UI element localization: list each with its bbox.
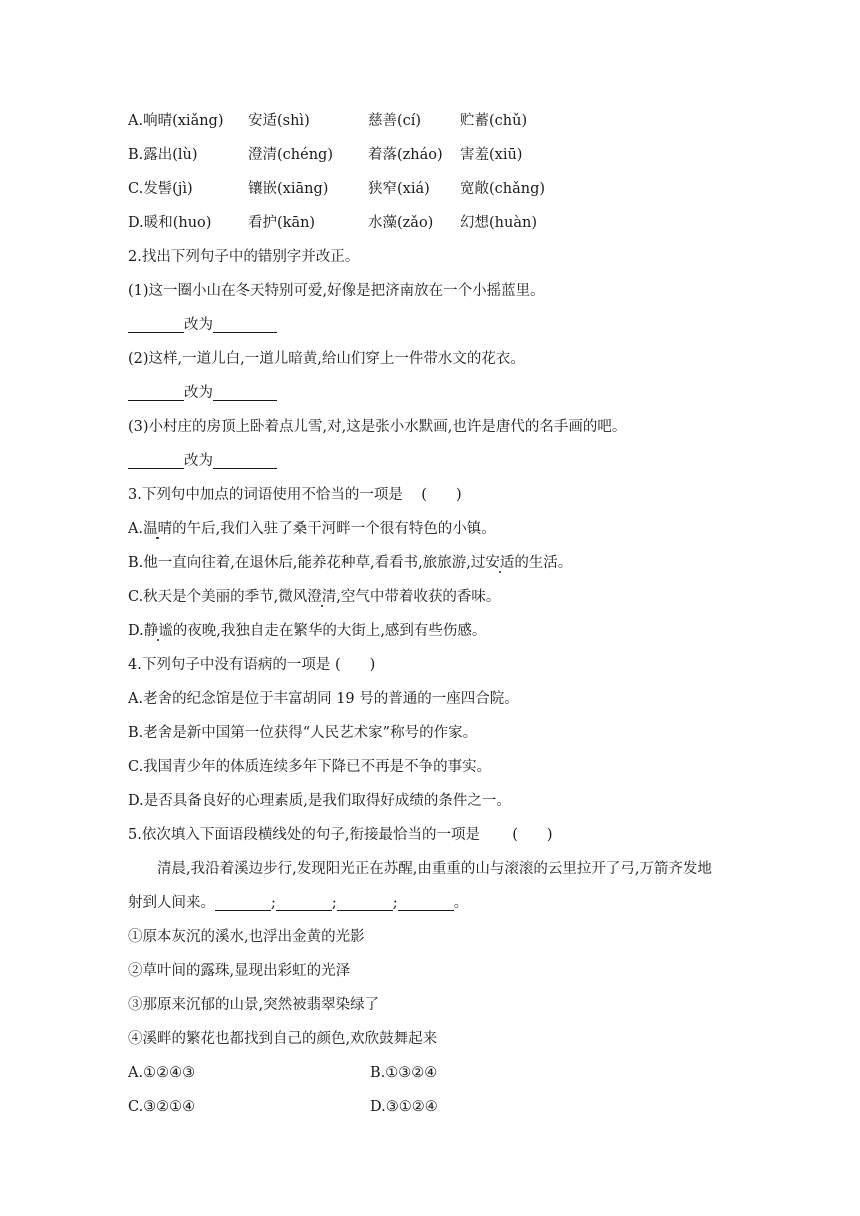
option-item: 发髻(jì): [143, 181, 193, 197]
change-to-label: 改为: [184, 317, 213, 333]
answer-blank[interactable]: [128, 450, 184, 469]
dotted-word: 澄清: [307, 580, 336, 614]
option-item: 镶嵌(xiāng): [248, 181, 329, 197]
passage-text: 射到人间来。: [128, 895, 215, 911]
choice-d[interactable]: D.③①②④: [370, 1099, 438, 1115]
q3-option-b: [128, 546, 740, 580]
option-text: 的夜晚,我独自走在繁华的大街上,感到有些伤感。: [172, 623, 487, 639]
answer-blank[interactable]: [213, 314, 277, 333]
q5-sentence-4: ④溪畔的繁花也都找到自己的颜色,欢欣鼓舞起来: [128, 1031, 438, 1047]
answer-blank[interactable]: [213, 450, 277, 469]
option-item: 着落(zháo): [368, 147, 443, 163]
option-text: D.: [128, 623, 144, 639]
choice-c[interactable]: C.③②①④: [128, 1099, 196, 1115]
option-item: 贮蓄(chǔ): [460, 113, 528, 129]
dotted-word: 温晴: [143, 512, 172, 546]
option-text: 的午后,我们入驻了桑干河畔一个很有特色的小镇。: [172, 521, 496, 537]
dotted-word: 安适: [485, 546, 514, 580]
separator: ;: [331, 895, 337, 911]
q5-sentence-2: ②草叶间的露珠,显现出彩虹的光泽: [128, 963, 351, 979]
q4-option-b: B.老舍是新中国第一位获得“人民艺术家”称号的作家。: [128, 725, 478, 741]
answer-blank[interactable]: [213, 382, 277, 401]
q1-options: [128, 104, 740, 240]
option-item: 澄清(chéng): [248, 147, 333, 163]
q4-option-c: C.我国青少年的体质连续多年下降已不再是不争的事实。: [128, 759, 492, 775]
passage-blank[interactable]: [276, 892, 332, 911]
option-item: 幻想(huàn): [460, 215, 537, 231]
option-text: ,空气中带着收获的香味。: [336, 589, 501, 605]
q5-sentence-3: ③那原来沉郁的山景,突然被翡翠染绿了: [128, 997, 380, 1013]
option-item: 露出(lù): [143, 147, 198, 163]
option-text: 的生活。: [514, 555, 573, 571]
option-letter: D.: [128, 215, 144, 231]
passage-blank[interactable]: [337, 892, 393, 911]
passage-blank[interactable]: [398, 892, 454, 911]
q1-option-a: [128, 104, 740, 138]
choice-a[interactable]: A.①②④③: [128, 1065, 196, 1081]
q5-passage-line-2: [128, 886, 740, 920]
q5-choices-row-1: [128, 1056, 740, 1090]
worksheet-page: [128, 104, 740, 1124]
option-letter: C.: [128, 181, 144, 197]
q4-stem: [128, 648, 740, 682]
period: 。: [453, 895, 469, 911]
choice-b[interactable]: B.①③②④: [370, 1065, 438, 1081]
q2-sentence-2: (2)这样,一道儿白,一道儿暗黄,给山们穿上一件带水文的花衣。: [128, 351, 525, 367]
q5-choices-row-2: [128, 1090, 740, 1124]
change-to-label: 改为: [184, 385, 213, 401]
q3-option-d: [128, 614, 740, 648]
question-stem: 3.下列句中加点的词语使用不恰当的一项是: [128, 487, 403, 503]
q2-answer-line-2: [128, 376, 740, 410]
answer-paren[interactable]: ( ): [512, 827, 553, 843]
q1-option-b: [128, 138, 740, 172]
q2-answer-line-1: [128, 308, 740, 342]
option-letter: B.: [128, 147, 144, 163]
answer-paren[interactable]: ( ): [421, 487, 462, 503]
option-item: 安适(shì): [248, 113, 310, 129]
option-text: A.: [128, 521, 144, 537]
option-item: 宽敞(chǎng): [460, 181, 546, 197]
dotted-word: 静谧: [144, 614, 173, 648]
separator: ;: [392, 895, 398, 911]
option-item: 水藻(zǎo): [368, 215, 434, 231]
passage-blank[interactable]: [215, 892, 271, 911]
option-item: 暖和(huo): [143, 215, 212, 231]
q3-option-a: [128, 512, 740, 546]
option-item: 狭窄(xiá): [368, 181, 430, 197]
separator: ;: [271, 895, 276, 911]
option-text: B.他一直向往着,在退休后,能养花种草,看看书,旅旅游,过: [128, 555, 486, 571]
q3-option-c: [128, 580, 740, 614]
q5-sentence-1: ①原本灰沉的溪水,也浮出金黄的光影: [128, 929, 365, 945]
answer-blank[interactable]: [128, 382, 184, 401]
q2-stem: 2.找出下列句子中的错别字并改正。: [128, 249, 360, 265]
q5-stem: [128, 818, 740, 852]
q4-option-d: D.是否具备良好的心理素质,是我们取得好成绩的条件之一。: [128, 793, 511, 809]
q2-sentence-1: (1)这一圈小山在冬天特别可爱,好像是把济南放在一个小摇蓝里。: [128, 283, 545, 299]
q5-passage-line-1: 清晨,我沿着溪边步行,发现阳光正在苏醒,由重重的山与滚滚的云里拉开了弓,万箭齐发地: [157, 861, 712, 877]
q2-sentence-3: (3)小村庄的房顶上卧着点儿雪,对,这是张小水默画,也许是唐代的名手画的吧。: [128, 419, 627, 435]
answer-blank[interactable]: [128, 314, 184, 333]
q2-answer-line-3: [128, 444, 740, 478]
question-stem: 5.依次填入下面语段横线处的句子,衔接最恰当的一项是: [128, 827, 480, 843]
option-item: 害羞(xiū): [460, 147, 523, 163]
option-text: C.秋天是个美丽的季节,微风: [128, 589, 308, 605]
option-letter: A.: [128, 113, 144, 129]
option-item: 看护(kān): [248, 215, 316, 231]
option-item: 响晴(xiǎng): [143, 113, 224, 129]
option-item: 慈善(cí): [368, 113, 422, 129]
change-to-label: 改为: [184, 453, 213, 469]
q3-stem: [128, 478, 740, 512]
q4-option-a: A.老舍的纪念馆是位于丰富胡同 19 号的普通的一座四合院。: [128, 691, 519, 707]
question-stem: 4.下列句子中没有语病的一项是: [128, 657, 331, 673]
q1-option-c: [128, 172, 740, 206]
q1-option-d: [128, 206, 740, 240]
answer-paren[interactable]: ( ): [334, 657, 376, 673]
